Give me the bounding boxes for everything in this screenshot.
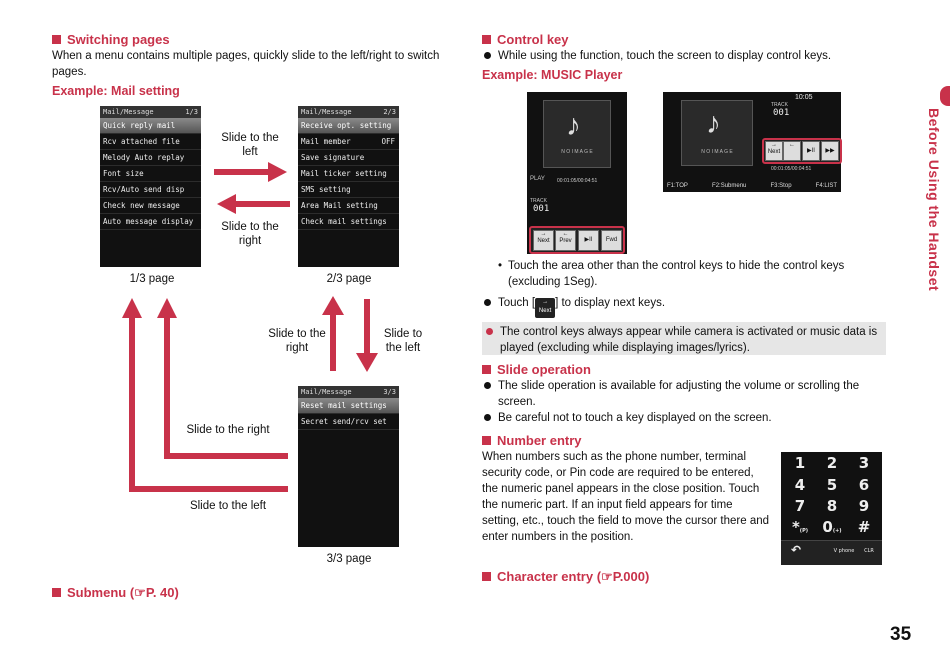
play-pause-key[interactable]: ▶II [802, 141, 820, 161]
next-key[interactable]: → Next [533, 230, 554, 251]
number-entry-body: When numbers such as the phone number, terminal security code, or Pin code are required to be entered, the numeric panel appears in the close position. Touch the numeric part. If an input field appears for time setting, etc., touch the field to move the cursor there and enter numbers in the position. [482, 451, 770, 543]
control-key-heading: Control key [482, 32, 569, 47]
prev-key[interactable]: ← [783, 141, 801, 161]
album-art: ♪ N O I M A G E [543, 100, 611, 168]
switching-pages-body: When a menu contains multiple pages, quickly slide to the left/right to switch pages. [52, 50, 440, 78]
control-key-bullet-2: Touch [ → Next] to display next keys. [484, 295, 884, 318]
arrow-loop-left-head [122, 298, 142, 318]
key-0[interactable]: 0(+) [822, 518, 842, 536]
key-9[interactable]: 9 [858, 497, 870, 515]
fwd-key[interactable]: Fwd [601, 230, 622, 251]
key-2[interactable]: 2 [826, 454, 838, 472]
side-tab-label: Before Using the Handset [926, 108, 942, 292]
menu-item[interactable]: Font size [100, 166, 201, 182]
label-slide-left-2: Slide to the left [383, 328, 423, 354]
key-4[interactable]: 4 [794, 476, 806, 494]
slide-operation-bullet-1: The slide operation is available for adjusting the volume or scrolling the screen. [484, 378, 884, 410]
label-slide-left-1: Slide to the left [221, 132, 279, 158]
menu-item[interactable]: Auto message display [100, 214, 201, 230]
example-mail-setting: Example: Mail setting [52, 84, 180, 98]
caption-page-3: 3/3 page [326, 553, 372, 565]
menu-item[interactable]: Melody Auto replay [100, 150, 201, 166]
music-note-icon: ♪ [706, 107, 721, 140]
music-note-icon: ♪ [566, 109, 581, 142]
control-key-dash-note: • Touch the area other than the control keys to hide the control keys (excluding 1Seg). [498, 260, 845, 288]
next-key[interactable]: → Next [765, 141, 783, 161]
vphone-key[interactable]: V phone [833, 548, 855, 554]
numeric-keypad [781, 452, 882, 564]
key-1[interactable]: 1 [794, 454, 806, 472]
call-icon[interactable]: ↶ [790, 543, 802, 557]
prev-key[interactable]: ← Prev [555, 230, 576, 251]
arrow-left-1 [217, 194, 290, 214]
menu-item[interactable]: Mail ticker setting [298, 166, 399, 182]
fwd-key[interactable]: ▶▶ [821, 141, 839, 161]
slide-operation-heading: Slide operation [482, 362, 591, 377]
example-music-player: Example: MUSIC Player [482, 68, 623, 82]
control-key-bullet-1: While using the function, touch the screen to display control keys. [484, 48, 884, 64]
menu-item[interactable]: Reset mail settings [298, 398, 399, 414]
character-entry-heading: Character entry (☞P.000) [482, 569, 649, 585]
screen-page-3: Mail/Message 3/3 Reset mail settings Secret send/rcv set [298, 386, 399, 547]
screen-page-1: Mail/Message 1/3 Quick reply mail Rcv attached file Melody Auto replay Font size Rcv/Auto send disp Check new message Auto message display [100, 106, 201, 267]
key-3[interactable]: 3 [858, 454, 870, 472]
label-slide-right-2: Slide to the right [268, 328, 326, 354]
arrow-loop-left [132, 316, 288, 489]
menu-item[interactable]: Quick reply mail [100, 118, 201, 134]
function-keys: F1:TOP F2:Submenu F3:Stop F4:LIST [667, 183, 837, 189]
label-slide-left-3: Slide to the left [189, 500, 267, 512]
page-number: 35 [890, 624, 912, 645]
number-entry-heading: Number entry [482, 433, 582, 448]
next-key-icon: → Next [535, 298, 555, 318]
keypad-bottom-row [781, 540, 882, 565]
caption-page-1: 1/3 page [129, 273, 175, 285]
submenu-heading: Submenu (☞P. 40) [52, 585, 179, 601]
arrow-loop-right-head [157, 298, 177, 318]
menu-item[interactable]: Save signature [298, 150, 399, 166]
play-pause-key[interactable]: ▶II [578, 230, 599, 251]
control-key-note: The control keys always appear while camera is activated or music data is played (excluding while displaying images/lyrics). [482, 322, 886, 355]
key-hash[interactable]: # [857, 518, 871, 536]
menu-item[interactable]: Area Mail setting [298, 198, 399, 214]
clr-key[interactable]: CLR [864, 548, 874, 554]
control-keys-portrait [529, 226, 625, 254]
screen-page-2: Mail/Message 2/3 Receive opt. setting Mail member OFF Save signature Mail ticker setting SMS setting Area Mail setting Check mail settings [298, 106, 399, 267]
menu-item[interactable]: Secret send/rcv set [298, 414, 399, 430]
menu-item[interactable]: SMS setting [298, 182, 399, 198]
menu-item[interactable]: Rcv/Auto send disp [100, 182, 201, 198]
control-keys-landscape [762, 138, 842, 164]
music-screen-landscape: 10:05 ♪ N O I M A G E TRACK 001 → Next ← ▶II ▶▶ 00:01:05/00:04:51 F1:TOP F2:Submenu F3:Stop F4:LIST [663, 92, 841, 192]
key-5[interactable]: 5 [826, 476, 838, 494]
caption-page-2: 2/3 page [326, 273, 372, 285]
key-7[interactable]: 7 [794, 497, 806, 515]
key-6[interactable]: 6 [858, 476, 870, 494]
arrow-down-2 [356, 299, 378, 372]
label-slide-right-1: Slide to the right [221, 221, 279, 247]
menu-item[interactable]: Rcv attached file [100, 134, 201, 150]
menu-item[interactable]: Check new message [100, 198, 201, 214]
music-screen-portrait: ♪ N O I M A G E PLAY 00:01:05/00:04:51 TRACK 001 → Next ← Prev ▶II Fwd [527, 92, 627, 254]
menu-item[interactable]: Check mail settings [298, 214, 399, 230]
arrow-right-1 [214, 162, 287, 182]
menu-item[interactable]: Receive opt. setting [298, 118, 399, 134]
switching-pages-heading: Switching pages [52, 32, 170, 47]
slide-operation-bullet-2: Be careful not to touch a key displayed on the screen. [484, 410, 884, 426]
key-star[interactable]: *(P) [791, 518, 809, 536]
label-slide-right-3: Slide to the right [186, 424, 270, 436]
key-8[interactable]: 8 [826, 497, 838, 515]
album-art: ♪ N O I M A G E [681, 100, 753, 166]
menu-item[interactable]: Mail member OFF [298, 134, 399, 150]
